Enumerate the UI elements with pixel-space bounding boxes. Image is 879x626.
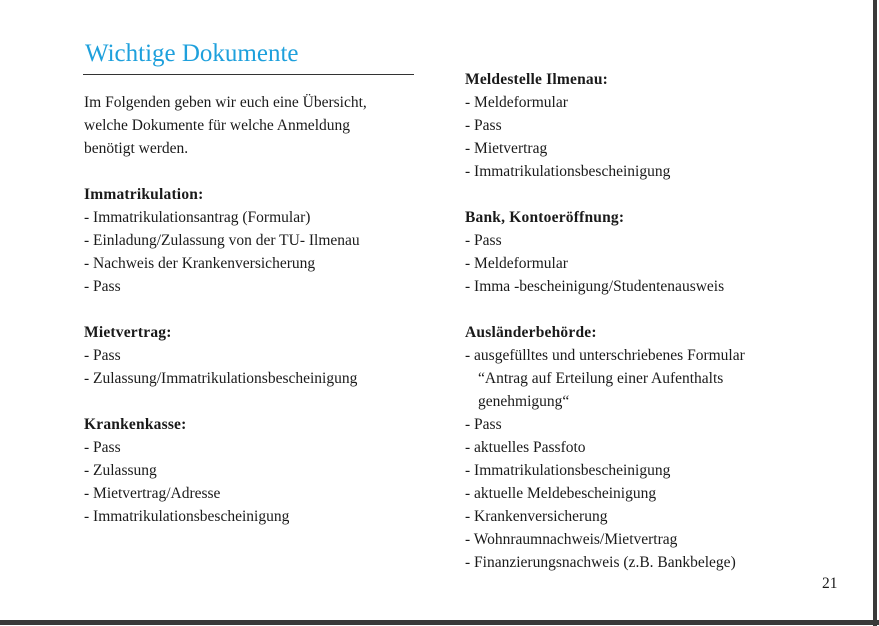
title-underline <box>83 74 414 75</box>
page-border-right <box>873 0 877 626</box>
list-item: - Zulassung <box>84 462 157 479</box>
list-item: - Pass <box>465 416 502 433</box>
intro-paragraph <box>84 91 414 160</box>
list-item: - Mietvertrag <box>465 140 548 157</box>
list-item: - Pass <box>465 117 502 134</box>
list-item: - Pass <box>84 439 121 456</box>
page-border-bottom <box>0 620 879 625</box>
list-item: - Immatrikulationsantrag (Formular) <box>84 209 311 226</box>
intro-line: welche Dokumente für welche Anmeldung <box>84 117 350 134</box>
section-mietvertrag <box>84 321 454 390</box>
list-item: - Mietvertrag/Adresse <box>84 485 221 502</box>
list-item: - aktuelle Meldebescheinigung <box>465 485 657 502</box>
section-bank <box>465 206 865 298</box>
list-item: - Meldeformular <box>465 94 568 111</box>
list-item: - ausgefülltes und unterschriebenes Formular <box>465 347 745 364</box>
section-title: Krankenkasse: <box>84 416 187 433</box>
intro-line: Im Folgenden geben wir euch eine Übersicht, <box>84 94 367 111</box>
list-item: - Wohnraumnachweis/Mietvertrag <box>465 531 678 548</box>
list-item: - Immatrikulationsbescheinigung <box>84 508 290 525</box>
left-column <box>84 183 454 551</box>
intro-line: benötigt werden. <box>84 140 189 157</box>
list-item: - Pass <box>465 232 502 249</box>
list-item: - Immatrikulationsbescheinigung <box>465 163 671 180</box>
section-title: Mietvertrag: <box>84 324 172 341</box>
list-item-continuation: genehmigung“ <box>478 393 570 410</box>
section-title: Immatrikulation: <box>84 186 204 203</box>
section-title: Bank, Kontoeröffnung: <box>465 209 625 226</box>
list-item: - Nachweis der Krankenversicherung <box>84 255 316 272</box>
list-item: - Pass <box>84 278 121 295</box>
list-item: - aktuelles Passfoto <box>465 439 586 456</box>
list-item: - Finanzierungsnachweis (z.B. Bankbelege) <box>465 554 736 571</box>
list-item-continuation: “Antrag auf Erteilung einer Aufenthalts <box>478 370 724 387</box>
section-title: Meldestelle Ilmenau: <box>465 71 609 88</box>
list-item: - Imma -bescheinigung/Studentenausweis <box>465 278 725 295</box>
page-number: 21 <box>822 575 838 592</box>
section-immatrikulation <box>84 183 454 298</box>
section-title: Ausländerbehörde: <box>465 324 597 341</box>
list-item: - Einladung/Zulassung von der TU- Ilmenau <box>84 232 360 249</box>
list-item: - Zulassung/Immatrikulationsbescheinigung <box>84 370 358 387</box>
section-auslaenderbehoerde <box>465 321 865 574</box>
list-item: - Pass <box>84 347 121 364</box>
section-meldestelle <box>465 68 865 183</box>
list-item: - Meldeformular <box>465 255 568 272</box>
section-krankenkasse <box>84 413 454 528</box>
right-column <box>465 68 865 597</box>
list-item: - Immatrikulationsbescheinigung <box>465 462 671 479</box>
list-item: - Krankenversicherung <box>465 508 608 525</box>
page-title: Wichtige Dokumente <box>85 40 299 67</box>
